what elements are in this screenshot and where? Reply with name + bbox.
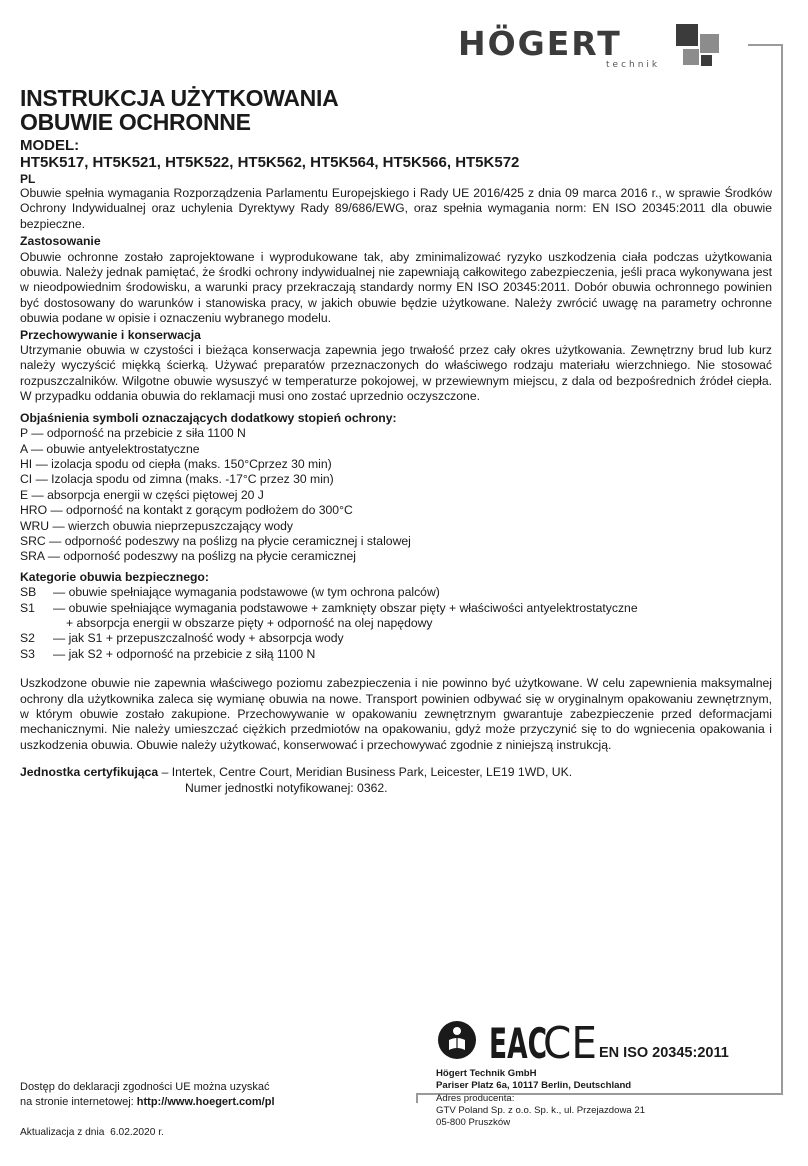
storage-heading: Przechowywanie i konserwacja: [20, 327, 201, 342]
category-text: + absorpcja energii w obszarze pięty + odporność na olej napędowy: [66, 615, 433, 630]
categories-heading: Kategorie obuwia bezpiecznego:: [20, 569, 209, 584]
certification-label: Jednostka certyfikująca: [20, 765, 159, 780]
frame-line-top: [748, 44, 782, 46]
certification-block: [20, 765, 772, 796]
ce-mark: [543, 1018, 599, 1062]
symbol-item: P — odporność na przebicie z siła 1100 N: [20, 426, 246, 441]
model-label: MODEL:: [20, 137, 80, 154]
declaration-prefix: na stronie internetowej:: [20, 1096, 134, 1108]
category-text: — obuwie spełniające wymagania podstawowe + zamknięty obszar pięty + właściwości antyelektrostatyczne: [53, 600, 638, 615]
title-line-2: OBUWIE OCHRONNE: [20, 109, 251, 135]
read-manual-icon: [437, 1020, 477, 1060]
category-text: — jak S2 + odporność na przebicie z siłą 1100 N: [53, 646, 316, 661]
intro-paragraph: Obuwie spełnia wymagania Rozporządzenia Parlamentu Europejskiego i Rady UE 2016/425 z dnia 09 marca 2016 r., w sprawie Środków Ochrony Indywidualnej oraz uchylenia Dyrektywy Rady 89/686/EWG, oraz spełnia wymagania norm: EN ISO 20345:2011 dla obuwie bezpieczne.: [20, 186, 772, 231]
manufacturer-address: [436, 1068, 631, 1092]
category-code: S3: [20, 646, 35, 661]
declaration-line-1: Dostęp do deklaracji zgodności UE można uzyskać: [20, 1081, 270, 1093]
symbols-heading: Objaśnienia symboli oznaczających dodatkowy stopień ochrony:: [20, 410, 397, 425]
symbol-item: HRO — odporność na kontakt z gorącym podłożem do 300°C: [20, 503, 353, 518]
category-item: [20, 616, 772, 631]
symbols-list: [20, 426, 772, 565]
producer-line-1: GTV Poland Sp. z o.o. Sp. k., ul. Przejazdowa 21: [436, 1105, 646, 1116]
category-code: SB: [20, 585, 37, 600]
producer-line-2: 05-800 Pruszków: [436, 1117, 511, 1128]
ce-mark-text: CE: [543, 1018, 597, 1062]
usage-heading: Zastosowanie: [20, 234, 101, 249]
category-text: — jak S1 + przepuszczalność wody + absorpcja wody: [53, 631, 344, 646]
symbol-item: HI — izolacja spodu od ciepła (maks. 150°Cprzez 30 min): [20, 456, 332, 471]
category-item: [20, 601, 772, 616]
page-title: [20, 86, 772, 134]
symbol-item: WRU — wierzch obuwia nieprzepuszczający wody: [20, 518, 293, 533]
model-list: HT5K517, HT5K521, HT5K522, HT5K562, HT5K564, HT5K566, HT5K572: [20, 154, 520, 171]
storage-paragraph: Utrzymanie obuwia w czystości i bieżąca konserwacja zapewnia jego trwałość przez cały okres użytkowania. Zewnętrzny brud lub kurz należy wyczyścić miękką ścierką. Używać preparatów przeznaczonych do właściwego rodzaju materiału wierzchniego. Nie stosować rozpuszczalników. Wilgotne obuwie wysuszyć w temperaturze pokojowej, w przewiewnym miejscu, z dala od bezpośrednich źródeł ciepła. W przypadku oddania obuwia do reklamacji musi ono zostać uprzednio oczyszczone.: [20, 343, 772, 404]
category-item: [20, 631, 772, 646]
logo-brand-text: HÖGERT: [458, 24, 622, 63]
logo-sub-text: technik: [606, 60, 661, 70]
certification-text: – Intertek, Centre Court, Meridian Business Park, Leicester, LE19 1WD, UK.: [161, 765, 573, 780]
update-date: 6.02.2020 r.: [110, 1127, 164, 1138]
eac-mark: [489, 1018, 549, 1062]
manufacturer-street: Pariser Platz 6a, 10117 Berlin, Deutschland: [436, 1080, 632, 1091]
symbol-item: SRC — odporność podeszwy na poślizg na płycie ceramicznej i stalowej: [20, 533, 411, 548]
declaration-note: [20, 1080, 275, 1110]
symbol-item: A — obuwie antyelektrostatyczne: [20, 441, 200, 456]
producer-address: [436, 1093, 645, 1129]
manufacturer-name: Högert Technik GmbH: [436, 1068, 537, 1079]
notified-body-number: Numer jednostki notyfikowanej: 0362.: [185, 780, 388, 795]
symbol-item: E — absorpcja energii w części piętowej 20 J: [20, 487, 264, 502]
brand-logo: [458, 22, 728, 74]
usage-paragraph: Obuwie ochronne zostało zaprojektowane i wyprodukowane tak, aby zminimalizować ryzyko uszkodzenia ciała podczas użytkowania obuwia. Należy jednak pamiętać, że środki ochrony indywidualnej nie zapewniają całkowitego zabezpieczenia, jeśli praca wykonywana jest w nieodpowiednim środowisku, a warunki pracy przekraczają standardy normy EN ISO 20345:2011. Dobór obuwia ochronnego powinien być dostosowany do warunków i stanowiska pracy, w jakich obuwie będzie użytkowane. Należy zwrócić uwagę na parametry ochronne obuwia podane w opisie i oznaczeniu wybranego modelu.: [20, 249, 772, 326]
eac-mark-text: EAC: [489, 1019, 547, 1062]
category-text: — obuwie spełniające wymagania podstawowe (w tym ochrona palców): [53, 585, 440, 600]
language-code: PL: [20, 172, 36, 186]
category-code: S2: [20, 631, 35, 646]
update-label: Aktualizacja z dnia: [20, 1127, 105, 1138]
category-code: S1: [20, 600, 35, 615]
category-item: [20, 585, 772, 600]
conformity-marks: [437, 1016, 757, 1066]
categories-list: [20, 585, 772, 662]
update-date-note: [20, 1127, 164, 1138]
category-code: [20, 616, 53, 631]
symbol-item: CI — Izolacja spodu od zimna (maks. -17°C przez 30 min): [20, 472, 334, 487]
instruction-content: [20, 86, 772, 796]
category-item: [20, 647, 772, 662]
symbol-item: SRA — odporność podeszwy na poślizg na płycie ceramicznej: [20, 549, 357, 564]
warning-paragraph: Uszkodzone obuwie nie zapewnia właściwego poziomu zabezpieczenia i nie powinno być użytkowane. W celu zapewnienia maksymalnej ochrony dla użytkownika zaleca się wymianę obuwia na nowe. Transport powinien odbywać się w oryginalnym opakowaniu zewnętrznym, w którym obuwie zostało zakupione. Przechowywanie w opakowaniu zewnętrznym gwarantuje zabezpieczenie przed deformacjami mechanicznymi. Nie należy umieszczać ciężkich przedmiotów na opakowaniu, gdyż może przyczynić się to do wgniecenia opakowania i uszkodzenia obuwia. Obuwie należy użytkować, konserwować i przechowywać zgodnie z niniejszą instrukcją.: [20, 676, 772, 752]
frame-line-right: [781, 44, 783, 1094]
producer-label: Adres producenta:: [436, 1093, 515, 1104]
declaration-link[interactable]: http://www.hoegert.com/pl: [136, 1096, 275, 1108]
standard-text: EN ISO 20345:2011: [599, 1045, 729, 1061]
frame-line-corner: [416, 1093, 418, 1103]
title-line-1: INSTRUKCJA UŻYTKOWANIA: [20, 85, 339, 111]
